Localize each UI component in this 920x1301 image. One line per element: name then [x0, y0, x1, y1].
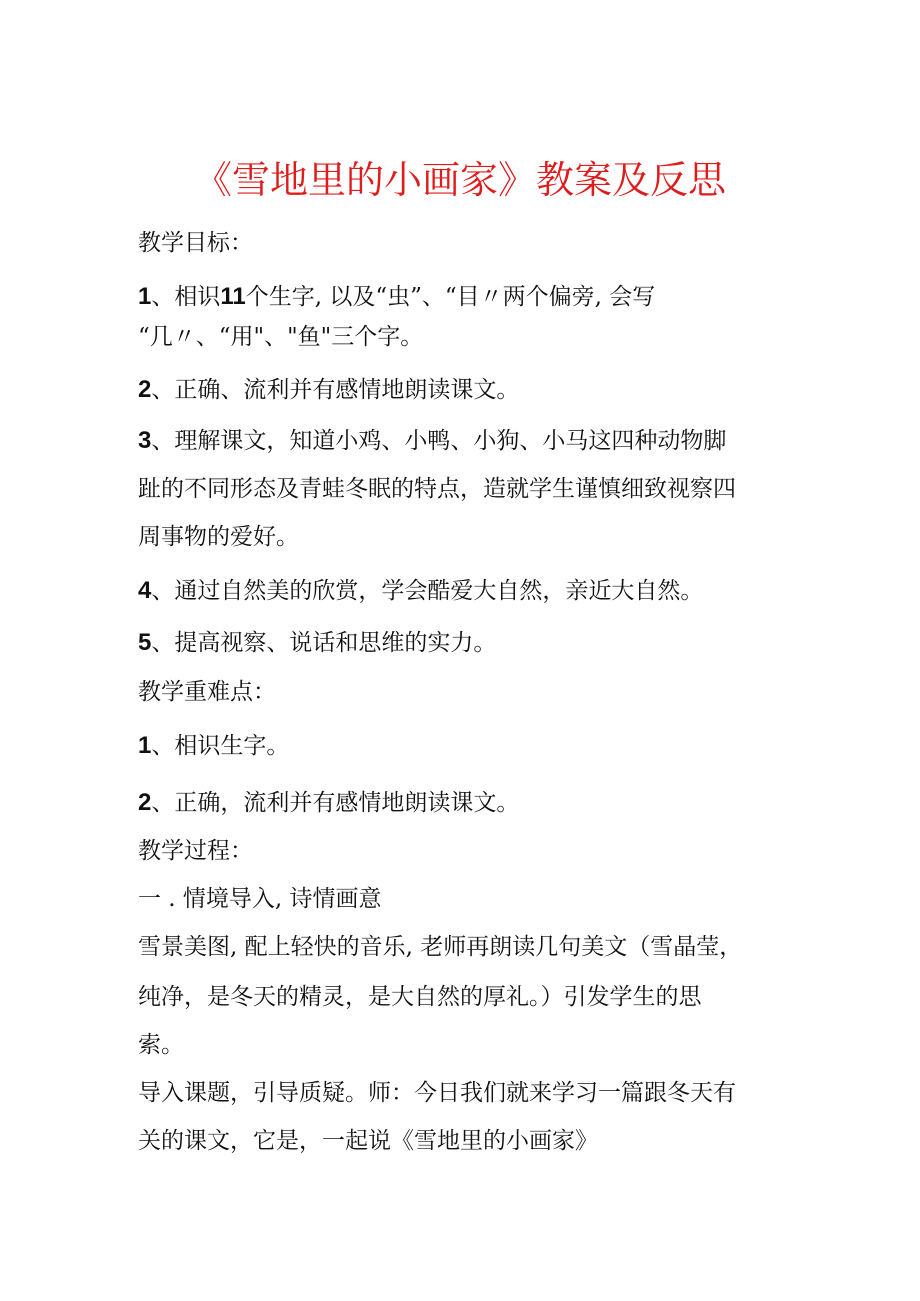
goal-text: 、提高视察、说话和思维的实力。: [151, 630, 497, 656]
goal-text: 、通过自然美的欣赏，学会酷爱大自然，亲近大自然。: [151, 578, 704, 604]
keypoint-text: 、相识生字。: [151, 733, 290, 759]
process-heading: 教学过程：: [138, 838, 253, 864]
step1-paragraph2-line: 导入课题，引导质疑。师：今日我们就来学习一篇跟冬天有: [138, 1080, 736, 1106]
goal-item-5: [138, 628, 496, 658]
goal-item-4: [138, 576, 703, 606]
goal-item-1-cont: “几〃、“用"、"鱼"三个字。: [138, 324, 424, 350]
goal-text: 个生字, 以及“虫”、“目〃两个偏旁, 会写: [245, 284, 656, 310]
keypoint-text: 、正确，流利并有感情地朗读课文。: [151, 790, 520, 816]
goal-number: 3: [138, 427, 152, 454]
step1-paragraph-line: 雪景美图, 配上轻快的音乐, 老师再朗读几句美文（雪晶莹，: [138, 934, 743, 960]
goal-number: 1: [138, 283, 152, 310]
keypoints-heading: 教学重难点：: [138, 679, 276, 705]
keypoint-item-1: [138, 731, 289, 761]
goal-number: 2: [138, 376, 152, 403]
goal-text: 、理解课文，知道小鸡、小鸭、小狗、小马这四种动物脚: [151, 428, 727, 454]
step1-paragraph-line: 纯净，是冬天的精灵，是大自然的厚礼。）引发学生的思: [138, 984, 702, 1010]
goal-number: 4: [138, 577, 152, 604]
step1-paragraph-line: 索。: [138, 1032, 184, 1058]
goal-text: 、正确、流利并有感情地朗读课文。: [151, 377, 520, 403]
goal-number: 5: [138, 629, 152, 656]
goals-heading: 教学目标：: [138, 230, 253, 256]
keypoint-item-2: [138, 788, 519, 818]
goal-item-3-cont: 周事物的爱好。: [138, 524, 299, 550]
step1-heading: 一 . 情境导入, 诗情画意: [138, 886, 382, 912]
step1-paragraph2-line: 关的课文，它是，一起说《雪地里的小画家》: [138, 1128, 598, 1154]
goal-item-2: [138, 375, 519, 405]
document-title: 《雪地里的小画家》教案及反思: [193, 158, 726, 202]
goal-number-inline: 11: [220, 283, 246, 310]
goal-item-3-cont: 趾的不同形态及青蛙冬眠的特点，造就学生谨慎细致视察四: [138, 476, 736, 502]
goal-item-3: [138, 426, 726, 456]
goal-text: 、相识: [151, 284, 221, 310]
goal-item-1: [138, 282, 655, 312]
keypoint-number: 2: [138, 789, 152, 816]
keypoint-number: 1: [138, 732, 152, 759]
